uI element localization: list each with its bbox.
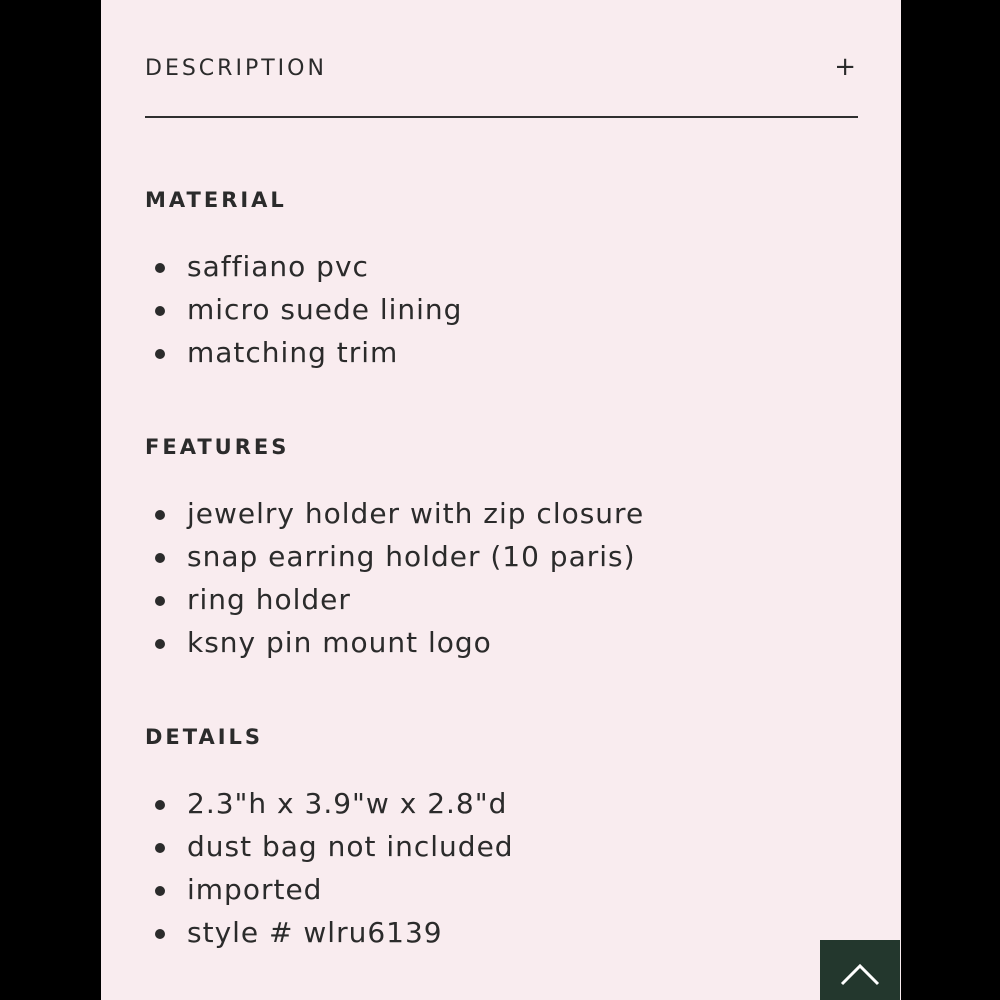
section-heading: DETAILS [145, 725, 264, 749]
section-heading: MATERIAL [145, 188, 287, 212]
product-description-panel [101, 0, 901, 1000]
list-item: saffiano pvc [145, 245, 462, 288]
features-list [145, 492, 644, 664]
chevron-up-icon [840, 962, 880, 986]
section-features [145, 432, 644, 664]
scroll-to-top-button[interactable] [820, 940, 900, 1000]
list-item: style # wlru6139 [145, 911, 514, 954]
plus-icon[interactable]: + [834, 52, 856, 82]
list-item: dust bag not included [145, 825, 514, 868]
list-item: 2.3"h x 3.9"w x 2.8"d [145, 782, 514, 825]
description-accordion-header[interactable] [145, 50, 858, 118]
list-item: imported [145, 868, 514, 911]
details-list [145, 782, 514, 954]
list-item: ksny pin mount logo [145, 621, 644, 664]
description-title: DESCRIPTION [145, 56, 327, 81]
list-item: jewelry holder with zip closure [145, 492, 644, 535]
list-item: micro suede lining [145, 288, 462, 331]
section-details [145, 722, 514, 954]
list-item: snap earring holder (10 paris) [145, 535, 644, 578]
material-list [145, 245, 462, 374]
section-material [145, 185, 462, 374]
section-heading: FEATURES [145, 435, 290, 459]
list-item: matching trim [145, 331, 462, 374]
list-item: ring holder [145, 578, 644, 621]
